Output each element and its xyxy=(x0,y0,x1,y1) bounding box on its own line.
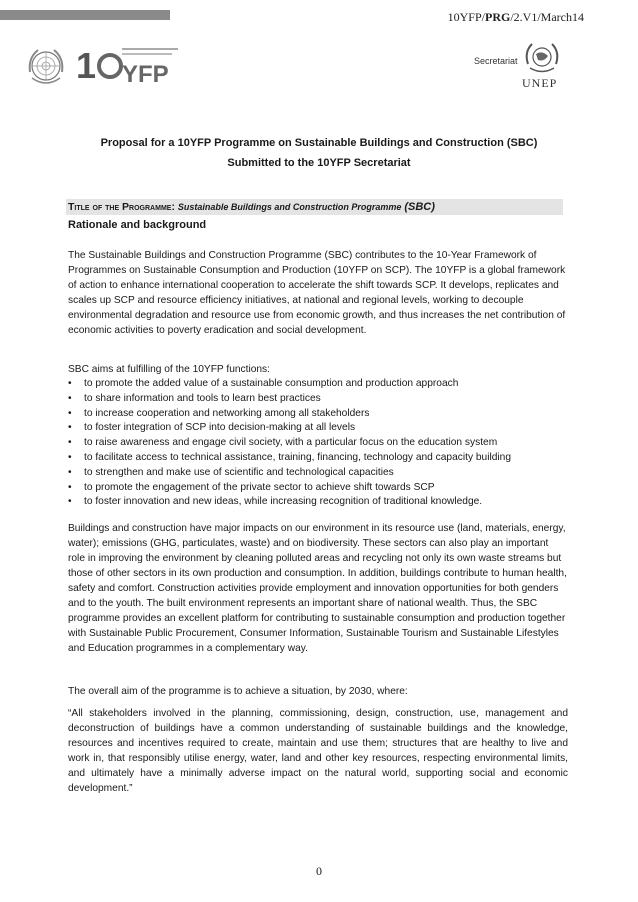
scan-header-bar xyxy=(0,10,170,20)
unep-label: UNEP xyxy=(522,76,558,90)
programme-title-value: Sustainable Buildings and Construction Programme xyxy=(177,202,402,212)
functions-list xyxy=(66,377,566,510)
document-reference: 10YFP/PRG/2.V1/March14 xyxy=(447,10,584,24)
paragraph-aim: The overall aim of the programme is to achieve a situation, by 2030, where: xyxy=(68,686,408,697)
tyfp-logo xyxy=(76,42,186,88)
list-item: • to share information and tools to learn best practices xyxy=(66,392,566,407)
list-item: • to promote the engagement of the private sector to achieve shift towards SCP xyxy=(66,481,566,496)
secretariat-label: Secretariat xyxy=(474,56,518,66)
list-item: • to promote the added value of a sustainable consumption and production approach xyxy=(66,377,566,392)
functions-intro: SBC aims at fulfilling of the 10YFP functions: xyxy=(68,364,270,375)
list-item: • to foster integration of SCP into decision-making at all levels xyxy=(66,421,566,436)
vision-quote: “All stakeholders involved in the planning, commissioning, design, construction, use, management and deconstruction of buildings have a common understanding of sustainable buildings and the knowledge, resources and incentives required to create, maintain and use them; structures that are healthy to live and work in, that responsibly utilise energy, water, land and other key resources, respecting environmental limits, and ultimately have a minimally adverse impact on the natural world, supporting social and economic development.” xyxy=(68,708,568,794)
proposal-subtitle: Submitted to the 10YFP Secretariat xyxy=(227,157,411,169)
paragraph-intro: The Sustainable Buildings and Construction Programme (SBC) contributes to the 10-Year Framework of Programmes on Sustainable Consumption and Production (10YFP on SCP). The 10YFP is a global framework of action to enhance international cooperation to accelerate the shift towards SCP. It develops, replicates and scales up SCP and resource efficiency initiatives, at national and regional levels, working to decouple environmental degradation and resource use from economic growth, and thus increases the net contribution of economic activities to poverty eradication and social development. xyxy=(68,250,566,336)
unep-logo-icon xyxy=(522,38,562,76)
svg-text:YFP: YFP xyxy=(122,61,169,88)
svg-text:1: 1 xyxy=(76,45,97,86)
list-item: • to raise awareness and engage civil society, with a particular focus on the education system xyxy=(66,436,566,451)
section-heading: Rationale and background xyxy=(68,219,207,231)
proposal-title: Proposal for a 10YFP Programme on Sustainable Buildings and Construction (SBC) xyxy=(100,137,538,149)
programme-title-label: Title of the Programme: xyxy=(68,201,175,213)
programme-title-abbr: (SBC) xyxy=(404,201,435,213)
list-item: • to facilitate access to technical assistance, training, financing, technology and capacity building xyxy=(66,451,566,466)
page-number: 0 xyxy=(316,864,322,878)
un-emblem-icon xyxy=(22,42,70,90)
paragraph-impacts: Buildings and construction have major impacts on our environment in its resource use (land, materials, energy, water); emissions (GHG, particulates, waste) and on biodiversity. These sectors can also play an important role in improving the environment by cleaning polluted areas and recycling not only its own waste streams but those of other sectors in its own production and consumption. In addition, buildings contribute to human health, safety and comfort. Construction activities provide employment and innovation opportunities for both genders and to the youth. The built environment represents an important share of national wealth. Thus, the SBC programme provides an excellent platform for contributing to sustainable consumption and production together with Sustainable Public Procurement, Consumer Information, Sustainable Tourism and Sustainable Lifestyles and Education programmes in a complementary way. xyxy=(68,523,567,654)
list-item: • to foster innovation and new ideas, while increasing recognition of traditional knowledge. xyxy=(66,495,566,510)
list-item: • to increase cooperation and networking among all stakeholders xyxy=(66,407,566,422)
list-item: • to strengthen and make use of scientific and technological capacities xyxy=(66,466,566,481)
programme-title xyxy=(68,201,435,213)
